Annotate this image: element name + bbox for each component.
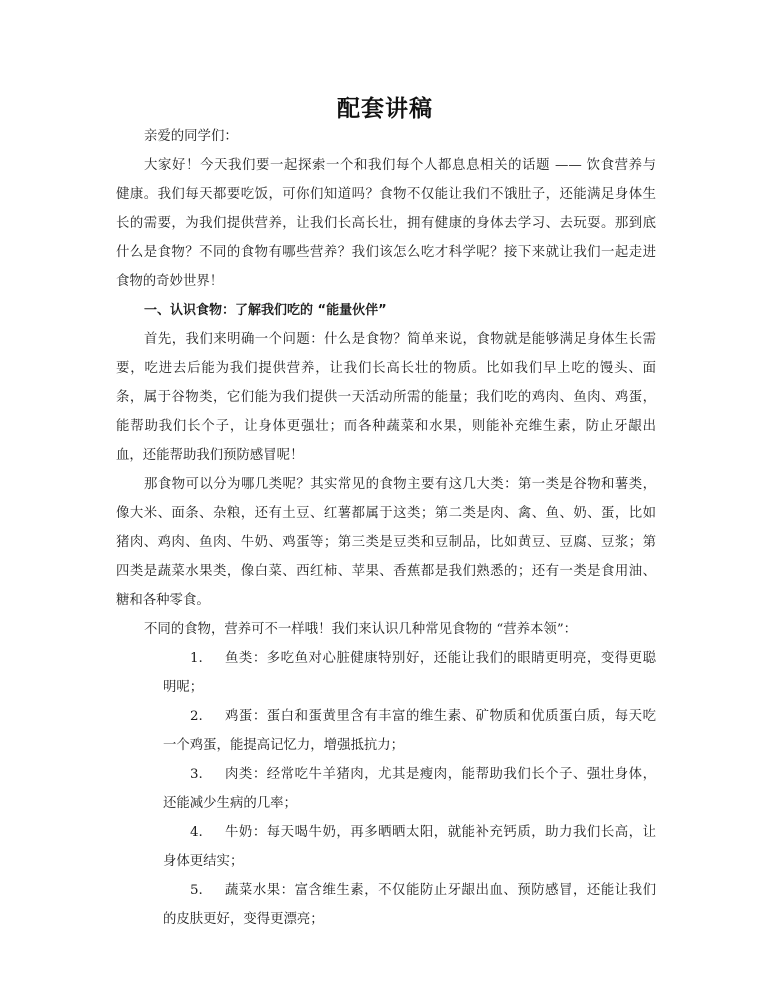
list-item-text: 肉类：经常吃牛羊猪肉，尤其是瘦肉，能帮助我们长个子、强壮身体， (225, 767, 656, 782)
list-number: 2. (190, 709, 203, 724)
list-item-continuation: 还能减少生病的几率； (163, 796, 297, 811)
list-number: 1. (190, 651, 203, 666)
paragraph-line: 健康。我们每天都要吃饭，可你们知道吗？食物不仅能让我们不饿肚子，还能满足身体生 (116, 187, 656, 202)
paragraph-line: 四类是蔬菜水果类，像白菜、西红柿、苹果、香蕉都是我们熟悉的；还有一类是食用油、 (116, 564, 656, 579)
paragraph-line: 大家好！今天我们要一起探索一个和我们每个人都息息相关的话题 —— 饮食营养与 (144, 158, 656, 173)
paragraph-line: 首先，我们来明确一个问题：什么是食物？简单来说，食物就是能够满足身体生长需 (144, 332, 656, 347)
list-number: 5. (190, 883, 203, 898)
paragraph-line: 血，还能帮助我们预防感冒呢！ (116, 448, 304, 463)
paragraph-line: 长的需要，为我们提供营养，让我们长高长壮，拥有健康的身体去学习、去玩耍。那到底 (116, 216, 656, 231)
paragraph-line: 条，属于谷物类，它们能为我们提供一天活动所需的能量；我们吃的鸡肉、鱼肉、鸡蛋， (116, 390, 656, 405)
paragraph-line: 能帮助我们长个子，让身体更强壮；而各种蔬菜和水果，则能补充维生素，防止牙龈出 (116, 419, 656, 434)
paragraph-nutrition-intro: 不同的食物，营养可不一样哦！我们来认识几种常见食物的 “营养本领”： (144, 622, 578, 637)
paragraph-line: 要，吃进去后能为我们提供营养，让我们长高长壮的物质。比如我们早上吃的馒头、面 (116, 361, 656, 376)
paragraph-line: 什么是食物？不同的食物有哪些营养？我们该怎么吃才科学呢？接下来就让我们一起走进 (116, 245, 656, 260)
list-item-text: 牛奶：每天喝牛奶，再多晒晒太阳，就能补充钙质，助力我们长高，让 (225, 825, 656, 840)
paragraph-line: 猪肉、鸡肉、鱼肉、牛奶、鸡蛋等；第三类是豆类和豆制品，比如黄豆、豆腐、豆浆；第 (116, 535, 656, 550)
paragraph-line: 像大米、面条、杂粮，还有土豆、红薯都属于这类；第二类是肉、禽、鱼、奶、蛋，比如 (116, 506, 656, 521)
list-item-text: 蔬菜水果：富含维生素，不仅能防止牙龈出血、预防感冒，还能让我们 (225, 883, 656, 898)
list-item-continuation: 身体更结实； (163, 854, 244, 869)
list-item-text: 鸡蛋：蛋白和蛋黄里含有丰富的维生素、矿物质和优质蛋白质，每天吃 (225, 709, 656, 724)
list-item-continuation: 明呢； (163, 680, 204, 695)
list-number: 4. (190, 825, 203, 840)
list-item-continuation: 一个鸡蛋，能提高记忆力，增强抵抗力； (163, 738, 405, 753)
paragraph-line: 糖和各种零食。 (116, 593, 210, 608)
section-heading: 一、认识食物：了解我们吃的 “能量伙伴” (144, 303, 387, 318)
list-item-continuation: 的皮肤更好，变得更漂亮； (163, 912, 324, 927)
document-title: 配套讲稿 (337, 96, 433, 122)
paragraph-line: 食物的奇妙世界！ (116, 274, 224, 289)
greeting: 亲爱的同学们： (144, 129, 238, 144)
paragraph-line: 那食物可以分为哪几类呢？其实常见的食物主要有这几大类：第一类是谷物和薯类， (144, 477, 656, 492)
list-number: 3. (190, 767, 203, 782)
list-item-text: 鱼类：多吃鱼对心脏健康特别好，还能让我们的眼睛更明亮，变得更聪 (225, 651, 656, 666)
